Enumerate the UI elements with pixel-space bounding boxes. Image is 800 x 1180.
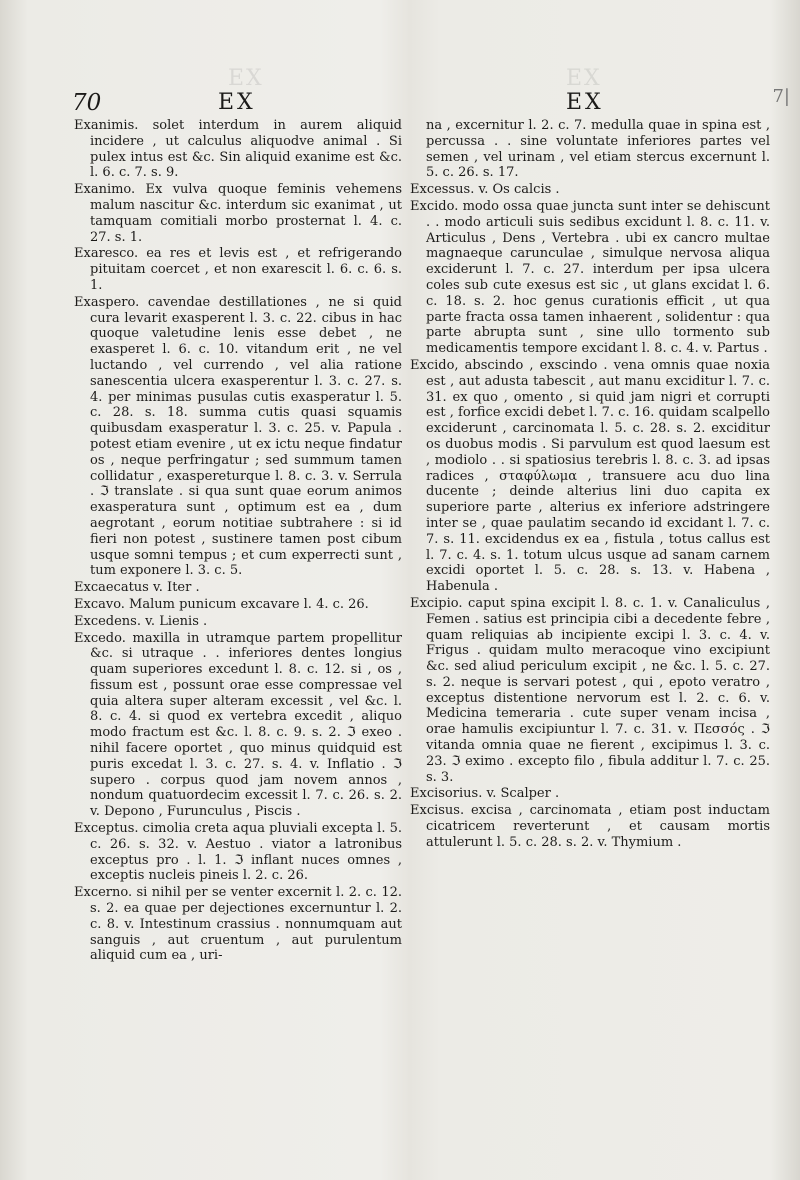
entry-text: . cimolia creta aqua pluviali excepta l. 5. c. 26. s. 32. v. Aestuo . viator a latronibus exceptus pro . l. 1. ℑ inflant nuces omnes , exceptis nucleis pineis l. 2. c. 26. <box>90 821 402 884</box>
entry-headword: Excisorius <box>410 786 479 802</box>
corner-mark: 7| <box>772 86 790 107</box>
entry-text: , abscindo , exscindo . vena omnis quae noxia est , aut adusta tabescit , aut manu exciditur l. 7. c. 31. ex quo , omento , si quid jam nigri et corrupti est , forfice excidi debet l. 7. c. 16. quidam scalpello exciderunt , carcinomata l. 5. c. 28. s. 2. exciditur os duobus modis . Si parvulum est quod laesum est , modiolo . . si spatiosius terebris l. 8. c. 3. ad ipsas radices , σταφύλωμα , transuere acu duo lina ducente ; deinde alterius lini duo capita ex superiore parte , alterius ex inferiore adstringere inter se , quae paulatim secando id excidant l. 7. c. 7. s. 11. excidendus ex ea , fistula , totus callus est l. 7. c. 4. s. 1. totum ulcus usque ad sanam carnem excidi oportet l. 5. c. 28. s. 13. v. Habena , Habenula . <box>426 357 770 595</box>
entry-headword: Exceptus <box>74 821 135 837</box>
dictionary-entry <box>410 786 770 802</box>
entry-headword: Excido <box>410 357 455 373</box>
running-head-left: EX <box>218 90 256 115</box>
dictionary-entry <box>74 182 402 245</box>
entry-headword: Excipio <box>410 595 459 611</box>
entry-text: . solet interdum in aurem aliquid incidere , ut calculus aliquodve animal . Si pulex intus est &c. Sin aliquid exanime est &c. l. 6. c. 7. s. 9. <box>90 118 402 181</box>
show-through-text: EX <box>228 66 264 91</box>
entry-text: . Ex vulva quoque feminis vehemens malum nascitur &c. interdum sic exanimat , ut tamquam comitiali morbo prosternat l. 4. c. 27. s. 1. <box>90 182 402 245</box>
right-column <box>410 118 770 852</box>
entry-headword: Excaecatus <box>74 580 149 596</box>
left-column <box>74 118 402 965</box>
entry-headword: Exanimo <box>74 182 132 198</box>
dictionary-entry <box>410 803 770 850</box>
entry-text: v. Iter . <box>148 580 200 596</box>
dictionary-entry <box>410 596 770 786</box>
entry-headword: Excido <box>410 198 455 214</box>
page-number: 70 <box>72 90 102 116</box>
dictionary-entry <box>74 821 402 884</box>
entry-text: . caput spina excipit l. 8. c. 1. v. Canaliculus , Femen . satius est principia cibi a decedente febre , quam reliquias ab incipiente excipi l. 3. c. 4. v. Frigus . quidam multo meracoque vino excipiunt &c. sed aliud periculum excipit , ne &c. l. 5. c. 27. s. 2. neque is servari potest , qui , epoto veratro , exceptus distentione nervorum est l. 2. c. 6. v. Medicina temeraria . cute super venam incisa , orae hamulis excipiuntur l. 7. c. 31. v. Πεσσός . ℑ vitanda omnia quae ne fierent , excipimus l. 3. c. 23. ℑ eximo . excepto filo , fibula additur l. 7. c. 25. s. 3. <box>426 595 770 785</box>
entry-text: . cavendae destillationes , ne si quid cura levarit exasperent l. 3. c. 22. cibus in hac quoque valetudine lenis esse debet , ne exasperet l. 6. c. 10. vitandum erit , ne vel luctando , vel currendo , vel alia ratione sanescentia ulcera exasperentur l. 3. c. 27. s. 4. per minimas pusulas cutis exasperatur l. 5. c. 28. s. 18. summa cutis quasi squamis quibusdam exasperatur l. 3. c. 25. v. Papula . potest etiam evenire , ut ex ictu neque findatur os , neque perfringatur ; sed summum tamen collidatur , exaspereturque l. 8. c. 3. v. Serrula . ℑ translate . si qua sunt quae eorum animos exasperatura sunt , optimum est ea , dum aegrotant , eorum notitiae subtrahere : si id fieri non potest , sustinere tamen post cibum usque somni tempus ; et cum experrecti sunt , tum exponere l. 3. c. 5. <box>90 294 402 579</box>
entry-text: . modo ossa quae juncta sunt inter se dehiscunt . . modo articuli suis sedibus excidunt l. 8. c. 11. v. Articulus , Dens , Vertebra . ubi ex cancro multae magnaeque carunculae , simulque nervosa aliqua exciderunt l. 7. c. 27. interdum per ipsa ulcera coles sub cute exesus est sic , ut glans excidat l. 6. c. 18. s. 2. hoc genus curationis efficit , ut qua parte fracta ossa tamen inhaerent , solidentur : qua parte abrupta sunt , sine ullo tormento sub medicamentis tempore excidant l. 8. c. 4. v. Partus . <box>426 198 770 357</box>
dictionary-entry <box>410 118 770 181</box>
dictionary-entry <box>410 182 770 198</box>
dictionary-entry <box>74 631 402 821</box>
entry-text: . si nihil per se venter excernit l. 2. c. 12. s. 2. ea quae per dejectiones excernuntur l. 2. c. 8. v. Intestinum crassius . nonnumquam aut sanguis , aut cruentum , aut purulentum aliquid cum ea , uri- <box>90 885 402 964</box>
entry-headword: Exanimis <box>74 118 135 133</box>
entry-text: . ea res et levis est , et refrigerando pituitam coercet , et non exarescit l. 6. c. 6. s. 1. <box>90 246 402 293</box>
dictionary-entry <box>74 885 402 964</box>
entry-text: . excisa , carcinomata , etiam post inductam cicatricem reverterunt , et causam mortis attulerunt l. 5. c. 28. s. 2. v. Thymium . <box>426 803 770 850</box>
dictionary-entry <box>74 597 402 613</box>
dictionary-entry <box>74 118 402 181</box>
entry-headword: Excedens <box>74 613 137 629</box>
entry-headword: Excavo <box>74 596 121 612</box>
dictionary-entry <box>74 246 402 293</box>
dictionary-entry <box>410 358 770 595</box>
entry-text: . maxilla in utramque partem propellitur &c. si utraque . . inferiores dentes longius quam superiores excedunt l. 8. c. 12. si , os , fissum est , possunt orae esse compressae vel quia altera super alteram excessit , vel &c. l. 8. c. 4. si quod ex vertebra excedit , aliquo modo fractum est &c. l. 8. c. 9. s. 2. ℑ exeo . nihil facere oportet , quo minus quidquid est puris excedat l. 3. c. 27. s. 4. v. Inflatio . ℑ supero . corpus quod jam novem annos , nondum quatuordecim excessit l. 7. c. 26. s. 2. v. Depono , Furunculus , Piscis . <box>90 630 402 820</box>
entry-text: . Malum punicum excavare l. 4. c. 26. <box>120 596 369 612</box>
entry-text: na , excernitur l. 2. c. 7. medulla quae in spina est , percussa . . sine voluntate inferiores partes vel semen , vel urinam , vel etiam stercus excernunt l. 5. c. 26. s. 17. <box>426 118 770 181</box>
entry-headword: Exaresco <box>74 246 135 262</box>
entry-headword: Excerno <box>74 885 128 901</box>
dictionary-entry <box>410 199 770 357</box>
dictionary-entry <box>74 295 402 579</box>
entry-text: . v. Lienis . <box>136 613 208 629</box>
entry-text: . v. Scalper . <box>478 786 560 802</box>
page-header <box>0 88 800 118</box>
running-head-right: EX <box>566 90 604 115</box>
entry-headword: Exaspero <box>74 294 136 310</box>
entry-headword: Excessus <box>410 182 471 198</box>
entry-headword: Excedo <box>74 630 122 646</box>
dictionary-entry <box>74 614 402 630</box>
show-through-text: EX <box>566 66 602 91</box>
entry-text: . v. Os calcis . <box>470 182 560 198</box>
entry-headword: Excisus <box>410 803 460 819</box>
dictionary-entry <box>74 580 402 596</box>
